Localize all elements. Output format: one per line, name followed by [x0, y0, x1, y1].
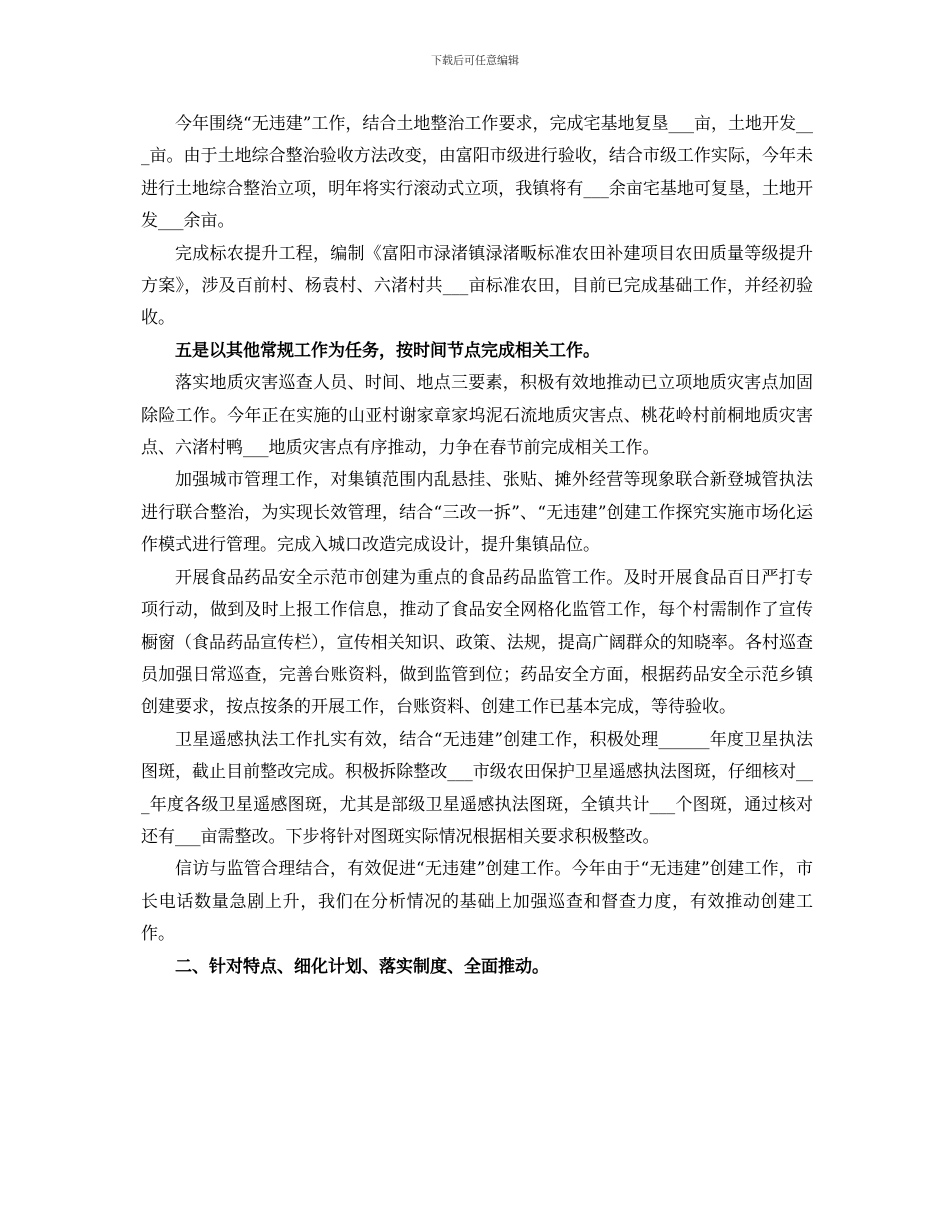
- document-body: [141, 108, 813, 983]
- paragraph-land-consolidation: 今年围绕“无违建”工作，结合土地整治工作要求，完成宅基地复垦___亩，土地开发___亩。由于土地综合整治验收方法改变，由富阳市级进行验收，结合市级工作实际，今年未进行土地综合整治立项，明年将实行滚动式立项，我镇将有___余亩宅基地可复垦，土地开发___余亩。: [141, 114, 813, 232]
- page-header: 下载后可任意编辑: [431, 54, 519, 67]
- paragraph-farmland-upgrade: 完成标农提升工程，编制《富阳市渌渚镇渌渚畈标准农田补建项目农田质量等级提升方案》，涉及百前村、杨袁村、六渚村共___亩标准农田，目前已完成基础工作，并经初验收。: [141, 243, 813, 329]
- section-heading-two: 二、针对特点、细化计划、落实制度、全面推动。: [175, 956, 549, 977]
- paragraph-petition-supervision: 信访与监管合理结合，有效促进“无违建”创建工作。今年由于“无违建”创建工作，市长电话数量急剧上升，我们在分析情况的基础上加强巡查和督查力度，有效推动创建工作。: [141, 859, 813, 945]
- paragraph-food-drug-safety: 开展食品药品安全示范市创建为重点的食品药品监管工作。及时开展食品百日严打专项行动，做到及时上报工作信息，推动了食品安全网格化监管工作，每个村需制作了宣传橱窗（食品药品宣传栏），宣传相关知识、政策、法规，提高广阔群众的知晓率。各村巡查员加强日常巡查，完善台账资料，做到监管到位；药品安全方面，根据药品安全示范乡镇创建要求，按点按条的开展工作，台账资料、创建工作已基本完成，等待验收。: [141, 567, 813, 718]
- paragraph-geological-hazard: 落实地质灾害巡查人员、时间、地点三要素，积极有效地推动已立项地质灾害点加固除险工作。今年正在实施的山亚村谢家章家坞泥石流地质灾害点、桃花岭村前桐地质灾害点、六渚村鸭___地质灾害点有序推动，力争在春节前完成相关工作。: [141, 373, 813, 459]
- paragraph-city-management: 加强城市管理工作，对集镇范围内乱悬挂、张贴、摊外经营等现象联合新登城管执法进行联合整治，为实现长效管理，结合“三改一拆”、“无违建”创建工作探究实施市场化运作模式进行管理。完成入城口改造完成设计，提升集镇品位。: [141, 470, 813, 556]
- section-heading-five: 五是以其他常规工作为任务，按时间节点完成相关工作。: [175, 340, 600, 361]
- paragraph-satellite-enforcement: 卫星遥感执法工作扎实有效，结合“无违建”创建工作，积极处理______年度卫星执法图斑，截止目前整改完成。积极拆除整改___市级农田保护卫星遥感执法图斑，仔细核对___年度各级卫星遥感图斑，尤其是部级卫星遥感执法图斑，全镇共计___个图斑，通过核对还有___亩需整改。下步将针对图斑实际情况根据相关要求积极整改。: [141, 729, 813, 847]
